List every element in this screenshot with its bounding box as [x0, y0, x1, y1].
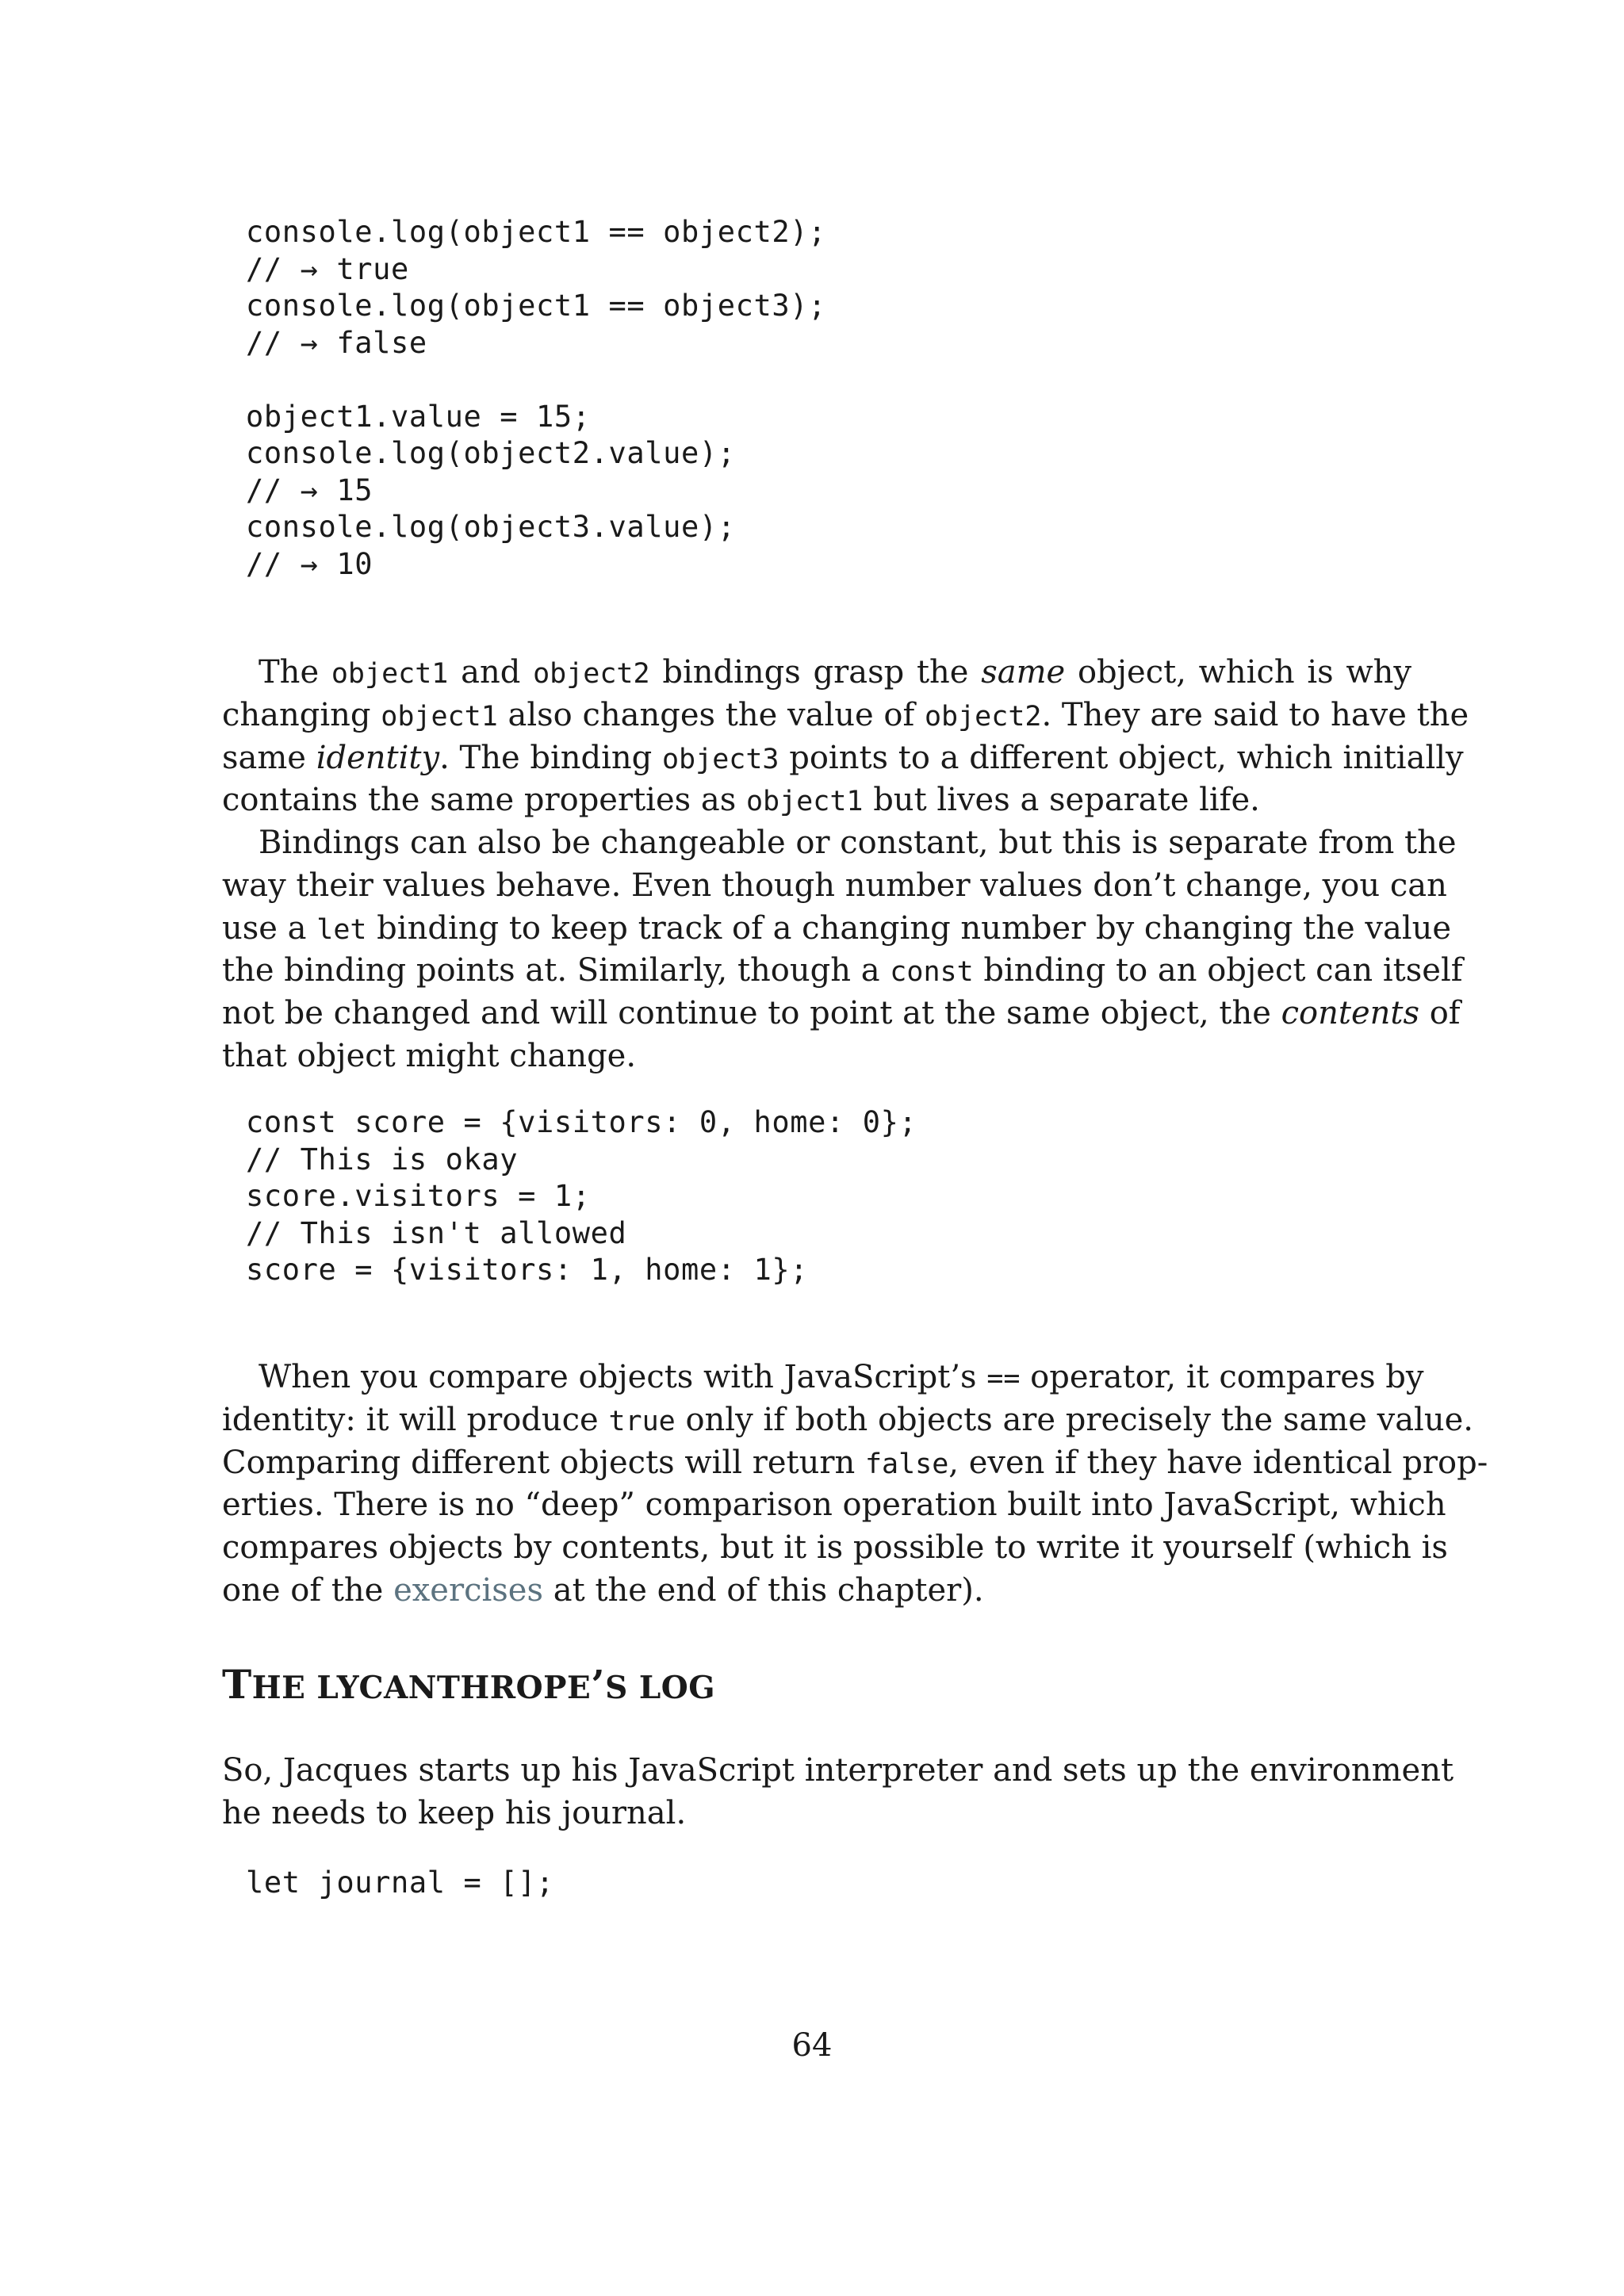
- text-line: that object might change.: [222, 1037, 637, 1074]
- emphasis: identity: [316, 739, 440, 776]
- text-line: use a let binding to keep track of a changing number by changing the value: [222, 909, 1452, 947]
- text-line: not be changed and will continue to point at the same object, the contents of: [222, 995, 1461, 1032]
- text-line: compares objects by contents, but it is possible to write it yourself (which is: [222, 1529, 1448, 1567]
- inline-code: let: [316, 913, 367, 946]
- text-line: he needs to keep his journal.: [222, 1794, 687, 1831]
- code-line: // → 15: [246, 473, 373, 507]
- text-line: Comparing different objects will return false, even if they have identical prop-: [222, 1444, 1488, 1481]
- text-line: same identity. The binding object3 points to a different object, which initially: [222, 739, 1464, 776]
- code-line: // This isn't allowed: [246, 1215, 627, 1250]
- code-line: score = {visitors: 1, home: 1};: [246, 1253, 809, 1287]
- text-line: one of the exercises at the end of this chapter).: [222, 1571, 984, 1609]
- code-line: // This is okay: [246, 1142, 519, 1177]
- code-line: console.log(object2.value);: [246, 436, 736, 470]
- inline-code: const: [890, 956, 974, 989]
- inline-code: object2: [924, 700, 1042, 733]
- code-line: const score = {visitors: 0, home: 0};: [246, 1105, 917, 1139]
- inline-code: true: [608, 1405, 676, 1437]
- inline-code: ==: [986, 1363, 1021, 1395]
- code-block-const-score: [246, 1104, 917, 1289]
- inline-code: false: [864, 1448, 949, 1480]
- code-line: // → true: [246, 251, 409, 286]
- code-line: let journal = [];: [246, 1866, 554, 1900]
- inline-code: object1: [331, 658, 449, 690]
- emphasis: contents: [1281, 995, 1419, 1032]
- emphasis: same: [981, 654, 1066, 691]
- section-heading: THE LYCANTHROPE’S LOG: [222, 1661, 716, 1708]
- text-line: way their values behave. Even though number values don’t change, you can: [222, 867, 1447, 904]
- paragraph-jacques: [222, 1750, 1454, 1835]
- text-line: contains the same properties as object1 but lives a separate life.: [222, 782, 1260, 819]
- text-line: changing object1 also changes the value of object2. They are said to have the: [222, 696, 1469, 733]
- text-line: Bindings can also be changeable or constant, but this is separate from the: [259, 825, 1457, 861]
- code-block-comparison: [246, 214, 826, 583]
- text-line: The object1 and object2 bindings grasp the same object, which is why: [259, 654, 1412, 691]
- inline-code: object1: [381, 700, 498, 733]
- text-line: the binding points at. Similarly, though a const binding to an object can itself: [222, 952, 1463, 989]
- text-line: erties. There is no “deep” comparison operation built into JavaScript, which: [222, 1487, 1446, 1524]
- text-line: When you compare objects with JavaScript’s == operator, it compares by: [259, 1359, 1424, 1395]
- text-line: So, Jacques starts up his JavaScript interpreter and sets up the environment: [222, 1752, 1454, 1789]
- code-line: console.log(object1 == object3);: [246, 289, 827, 323]
- page-number: 64: [791, 2027, 833, 2064]
- exercises-link[interactable]: exercises: [393, 1571, 544, 1609]
- paragraph-identity: [222, 652, 1469, 822]
- inline-code: object2: [533, 658, 650, 690]
- paragraph-bindings: [222, 822, 1463, 1078]
- text-line: identity: it will produce true only if both objects are precisely the same value.: [222, 1401, 1473, 1438]
- code-line: // → false: [246, 325, 427, 360]
- code-block-journal: [246, 1865, 554, 1902]
- code-line: // → 10: [246, 546, 373, 581]
- code-line: console.log(object1 == object2);: [246, 215, 827, 249]
- code-line: object1.value = 15;: [246, 399, 591, 434]
- code-line: score.visitors = 1;: [246, 1179, 591, 1213]
- paragraph-compare: [222, 1357, 1488, 1613]
- code-line: [246, 362, 826, 399]
- inline-code: object3: [661, 743, 779, 775]
- code-line: console.log(object3.value);: [246, 510, 736, 544]
- inline-code: object1: [745, 786, 864, 818]
